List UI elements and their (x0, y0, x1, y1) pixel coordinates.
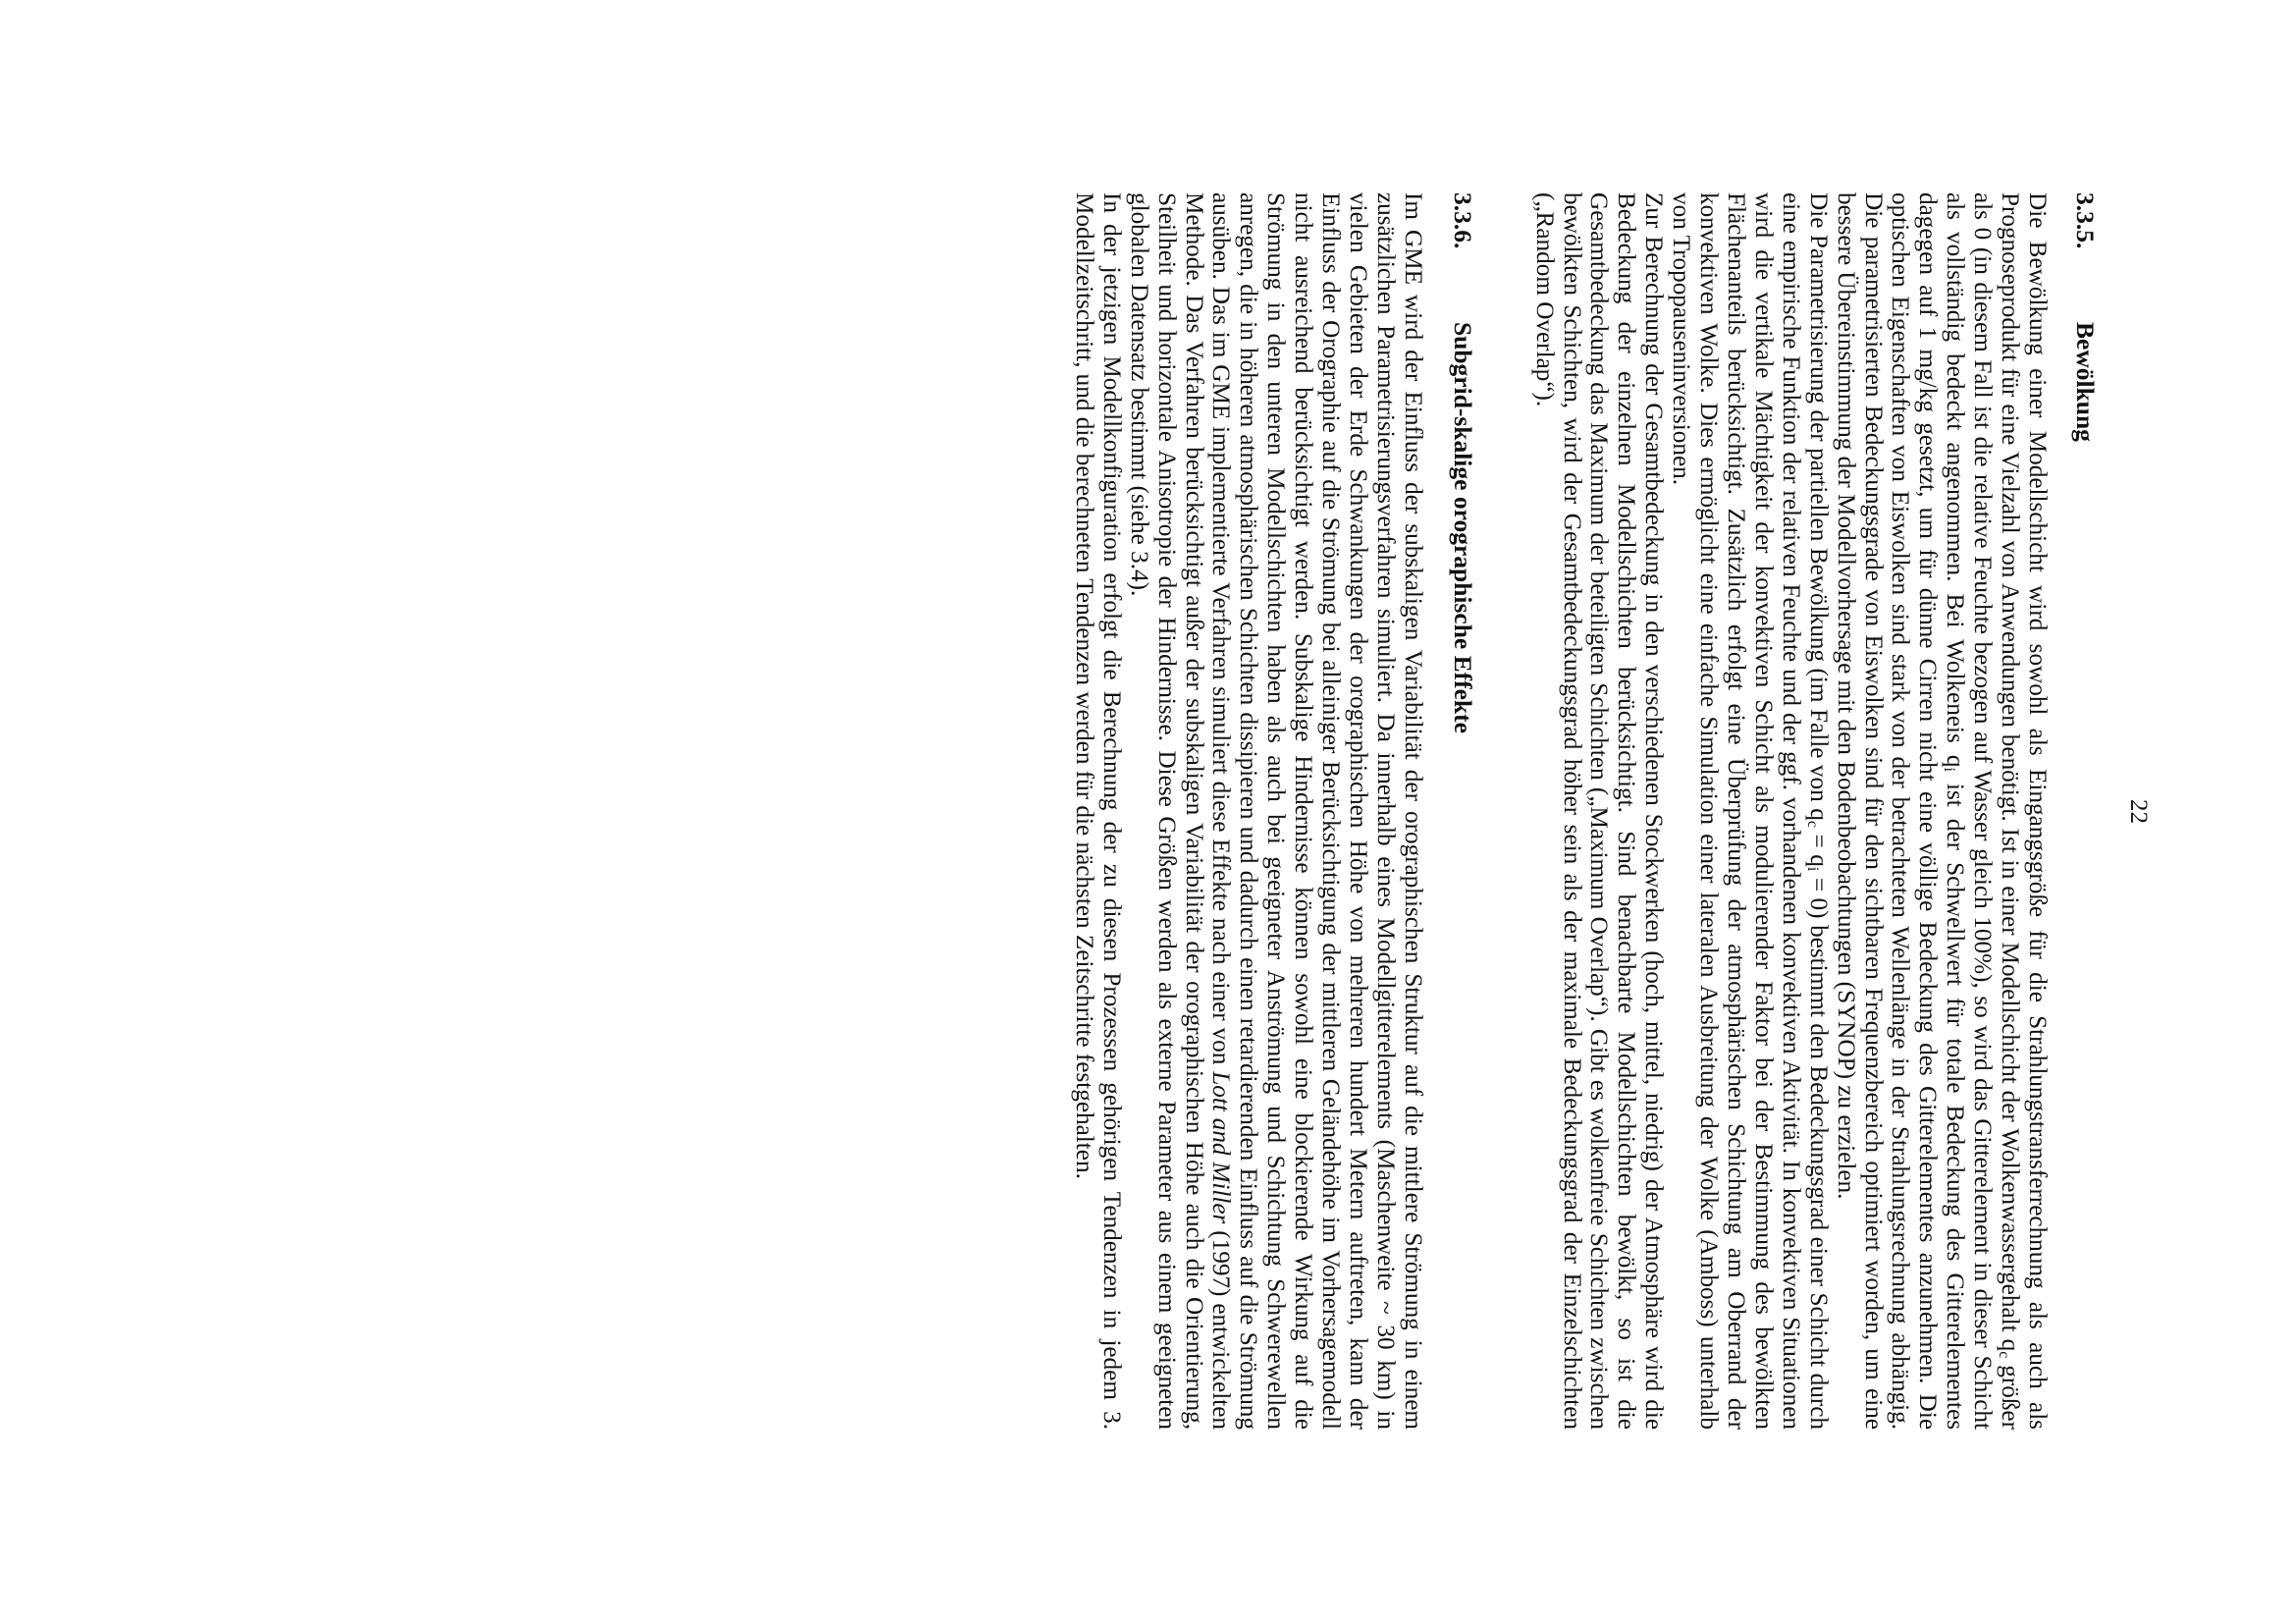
citation: Lott and Miller (1207, 1071, 1235, 1224)
paragraph: Zur Berechnung der Gesamtbedeckung in den verschiedenen Stockwerken (hoch, mittel, niedrig) der Atmosphäre wird die Bedeckung der einzelnen Modellschichten berücksichtigt. Sind benachbarte Modellschichten bewölkt, so ist die Gesamtbedeckung das Maximum der beteiligten Schichten („Maximum Overlap“). Gibt es wolkenfreie Schichten zwischen bewölkten Schichten, wird der Gesamtbedeckungsgrad höher sein als der maximale Bedeckungsgrad der Einzelschichten („Random Overlap“). (1530, 192, 1668, 1430)
section-title: Subgrid-skalige orographische Effekte (1448, 322, 1477, 733)
document-body (1070, 192, 2100, 1430)
paragraph: Im GME wird der Einfluss der subskaligen Variabilität der orographischen Struktur auf die mittlere Strömung in einem zusätzlichen Parametrisierungsverfahren simuliert. Da innerhalb eines Modellgitterelements (Maschenweite ~ 30 km) in vielen Gebieten der Erde Schwankungen der orographischen Höhe von mehreren hundert Metern auftreten, kann der Einfluss der Orographie auf die Strömung bei alleiniger Berücksichtigung der mittleren Geländehöhe im Vorhersagemodell nicht ausreichend berücksichtigt werden. Subskalige Hindernisse können sowohl eine blockierende Wirkung auf die Strömung in den unteren Modellschichten haben als auch bei geeigneter Anströmung und Schichtung Schwerewellen anregen, die in höheren atmosphärischen Schichten dissipieren und dadurch einen retardierenden Einfluss auf die Strömung ausüben. Das im GME implementierte Verfahren simuliert diese Effekte nach einer von Lott and Miller (1997) entwickelten Methode. Das Verfahren berücksichtigt außer der subskaligen Variabilität der orographischen Höhe auch die Orientierung, Steilheit und horizontale Anisotropie der Hindernisse. Diese Größen werden als externe Parameter aus einem geeigneten globalen Datensatz bestimmt (siehe 3.4). (1125, 192, 1426, 1430)
section-heading-bewoelkung (2070, 192, 2100, 1430)
paragraph: Die Bewölkung einer Modellschicht wird sowohl als Eingangsgröße für die Strahlungstransferrechnung als auch als Prognoseprodukt für eine Vielzahl von Anwendungen benötigt. Ist in einer Modellschicht der Wolkenwassergehalt $q_c$ größer als 0 (in diesem Fall ist die relative Feuchte bezogen auf Wasser gleich 100%), so wird das Gitterelement in dieser Schicht als vollständig bedeckt angenommen. Bei Wolkeneis $q_i$ ist der Schwellwert für totale Bedeckung des Gitterelementes dagegen auf 1 mg/kg gesetzt, um für dünne Cirren nicht eine völlige Bedeckung des Gitterelementes anzunehmen. Die optischen Eigenschaften von Eiswolken sind stark von der betrachteten Wellenlänge in der Strahlungsrechnung abhängig. Die parametrisierten Bedeckungsgrade von Eiswolken sind für den sichtbaren Frequenzbereich optimiert worden, um eine bessere Übereinstimmung der Modellvorhersage mit den Bodenbeobachtungen (SYNOP) zu erzielen. (1832, 192, 2051, 1430)
paragraph: In der jetzigen Modellkonfiguration erfolgt die Berechnung der zu diesen Prozessen gehörigen Tendenzen in jedem 3. Modellzeitschritt, und die berechneten Tendenzen werden für die nächsten Zeitschritte festgehalten. (1070, 192, 1125, 1430)
section-title: Bewölkung (2071, 322, 2100, 442)
section-number: 3.3.5. (2071, 192, 2100, 249)
page-number: 22 (2125, 799, 2152, 824)
paragraph: Die Parametrisierung der partiellen Bewölkung (im Falle von $q_c = q_i = 0$) bestimmt den Bedeckungsgrad einer Schicht durch eine empirische Funktion der relativen Feuchte und der ggf. vorhandenen konvektiven Aktivität. In konvektiven Situationen wird die vertikale Mächtigkeit der konvektiven Schicht als modulierender Faktor bei der Bestimmung des bewölkten Flächenanteils berücksichtigt. Zusätzlich erfolgt eine Überprüfung der atmosphärischen Schichtung am Oberrand der konvektiven Wolke. Dies ermöglicht eine einfache Simulation einer lateralen Ausbreitung der Wolke (Amboss) unterhalb von Tropopauseninversionen. (1668, 192, 1832, 1430)
section-number: 3.3.6. (1448, 192, 1477, 249)
section-heading-orographie (1448, 192, 1477, 1430)
